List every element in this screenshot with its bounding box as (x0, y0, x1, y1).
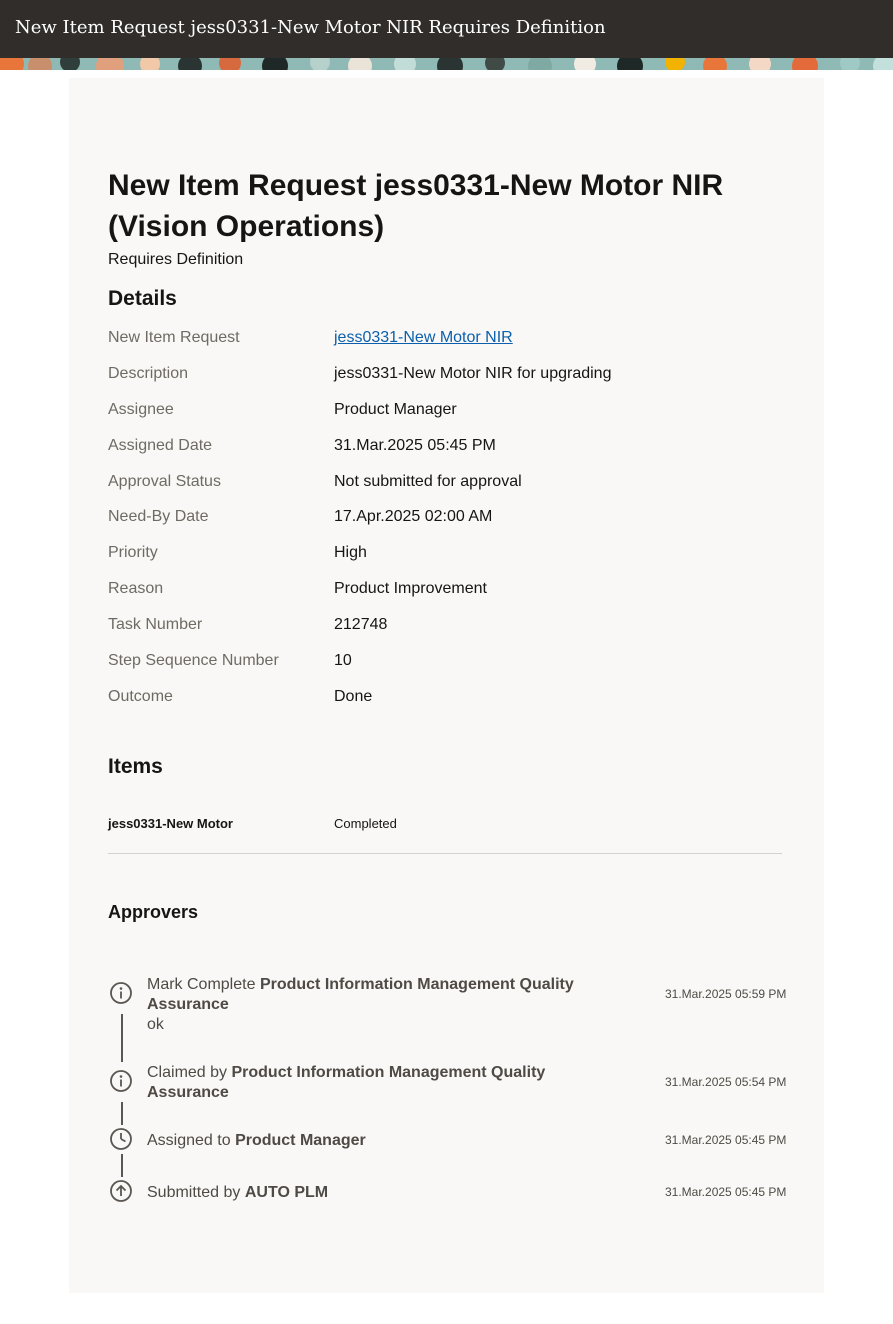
detail-row-need-by-date (108, 508, 788, 532)
window-title-bar (0, 0, 893, 58)
item-status: Completed (334, 816, 397, 831)
approver-comment: ok (147, 1016, 164, 1033)
detail-value: Product Improvement (334, 580, 487, 597)
detail-value: Not submitted for approval (334, 473, 522, 490)
detail-label: Reason (108, 580, 164, 597)
approver-entry-text (147, 975, 607, 1035)
timeline-connector (121, 1014, 123, 1062)
window-title: New Item Request jess0331-New Motor NIR Requires Definition (15, 17, 606, 38)
approver-timestamp: 31.Mar.2025 05:45 PM (665, 1185, 787, 1199)
detail-label: Outcome (108, 688, 173, 705)
detail-label: Assigned Date (108, 437, 213, 454)
detail-row-priority (108, 544, 788, 568)
details-heading: Details (108, 287, 177, 310)
notification-card (69, 78, 824, 1293)
approver-actor: Product Information Management Quality Assurance (147, 976, 574, 1013)
approver-actor: AUTO PLM (244, 1184, 329, 1201)
detail-value: 212748 (334, 616, 388, 633)
info-icon (109, 981, 133, 1005)
arrow-up-circle-icon (109, 1179, 133, 1203)
detail-label: Description (108, 365, 189, 382)
detail-label: Step Sequence Number (108, 652, 279, 669)
detail-label: Need-By Date (108, 508, 209, 525)
approver-entry-text (147, 1063, 607, 1103)
detail-value: High (334, 544, 367, 561)
approver-timestamp: 31.Mar.2025 05:54 PM (665, 1075, 787, 1089)
detail-row-reason (108, 580, 788, 604)
detail-row-assigned-date (108, 437, 788, 461)
detail-row-new-item-request (108, 329, 788, 353)
approver-entry-text (147, 1183, 607, 1203)
approver-action: Claimed by (147, 1064, 228, 1081)
detail-row-assignee (108, 401, 788, 425)
detail-label: Assignee (108, 401, 174, 418)
detail-value: 31.Mar.2025 05:45 PM (334, 437, 496, 454)
detail-value: 10 (334, 652, 352, 669)
detail-row-outcome (108, 688, 788, 712)
detail-row-step-sequence-number (108, 652, 788, 676)
approver-timestamp: 31.Mar.2025 05:45 PM (665, 1133, 787, 1147)
items-divider (108, 853, 782, 854)
approvers-heading: Approvers (108, 902, 199, 922)
approver-action: Assigned to (147, 1132, 231, 1149)
clock-icon (109, 1127, 133, 1151)
approver-actor: Product Manager (235, 1132, 366, 1149)
detail-label: Priority (108, 544, 158, 561)
new-item-request-link[interactable]: jess0331-New Motor NIR (334, 329, 513, 346)
page-title: New Item Request jess0331-New Motor NIR (Vision Operations) (108, 169, 724, 243)
detail-label: New Item Request (108, 329, 240, 346)
approver-timestamp: 31.Mar.2025 05:59 PM (665, 987, 787, 1001)
detail-row-task-number (108, 616, 788, 640)
detail-row-description (108, 365, 788, 389)
timeline-connector (121, 1154, 123, 1177)
detail-value: Done (334, 688, 373, 705)
timeline-connector (121, 1102, 123, 1125)
info-icon (109, 1069, 133, 1093)
approver-action: Mark Complete (147, 976, 256, 993)
detail-label: Task Number (108, 616, 203, 633)
detail-row-approval-status (108, 473, 788, 497)
approver-actor: Product Information Management Quality Assurance (147, 1064, 546, 1101)
approver-action: Submitted by (147, 1184, 241, 1201)
detail-value: jess0331-New Motor NIR for upgrading (334, 365, 612, 382)
detail-value: 17.Apr.2025 02:00 AM (334, 508, 493, 525)
detail-label: Approval Status (108, 473, 221, 490)
page-status: Requires Definition (108, 251, 244, 268)
detail-value: Product Manager (334, 401, 457, 418)
item-name: jess0331-New Motor (108, 816, 233, 831)
items-heading: Items (108, 755, 163, 778)
approver-entry-text (147, 1131, 607, 1151)
